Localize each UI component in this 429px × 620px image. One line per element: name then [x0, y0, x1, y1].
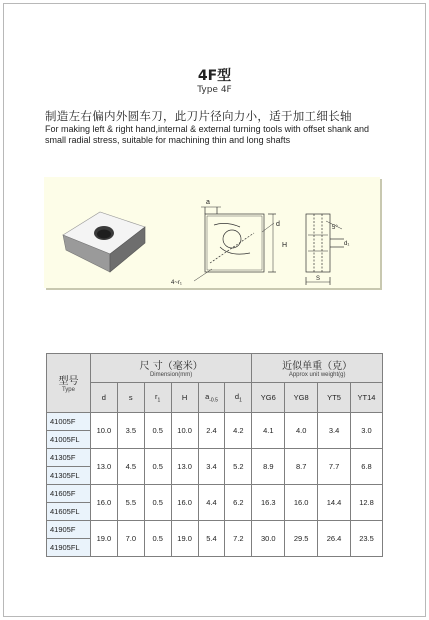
weight-header — [252, 354, 383, 383]
col-header-yg8: YG8 — [285, 383, 318, 413]
page-subtitle: Type 4F — [197, 85, 232, 95]
insert-drawing — [44, 177, 380, 288]
value-cell: 13.0 — [90, 449, 117, 485]
value-cell: 7.2 — [225, 521, 252, 557]
value-cell: 8.7 — [285, 449, 318, 485]
table-row — [47, 521, 383, 539]
insert-3d-image — [63, 212, 145, 272]
model-code-cell: 41305FL — [47, 467, 91, 485]
value-cell: 4.0 — [285, 413, 318, 449]
model-header-en: Type — [61, 387, 75, 393]
model-code-cell: 41905FL — [47, 539, 91, 557]
value-cell: 16.0 — [171, 485, 198, 521]
value-cell: 4.1 — [252, 413, 285, 449]
value-cell: 0.5 — [144, 521, 171, 557]
value-cell: 16.3 — [252, 485, 285, 521]
model-code-cell: 41605F — [47, 485, 91, 503]
front-view-drawing — [194, 207, 276, 281]
dim-label-angle: 5° — [332, 225, 338, 231]
value-cell: 10.0 — [171, 413, 198, 449]
col-header-yg6: YG6 — [252, 383, 285, 413]
col-header-r1: $r_1$ — [144, 383, 171, 413]
weight-header-zh: 近似单重（克） — [282, 361, 353, 372]
model-code-cell: 41005F — [47, 413, 91, 431]
description-english: For making left & right hand,internal & external turning tools with offset shank and small radial stress, suitable for machining thin and long shafts — [45, 124, 370, 145]
value-cell: 0.5 — [144, 449, 171, 485]
value-cell: 23.5 — [351, 521, 383, 557]
table-row — [47, 485, 383, 503]
weight-header-en: Approx unit weight(g) — [288, 372, 346, 378]
figure-panel — [44, 177, 380, 288]
value-cell: 5.5 — [117, 485, 144, 521]
value-cell: 30.0 — [252, 521, 285, 557]
value-cell: 3.5 — [117, 413, 144, 449]
value-cell: 0.5 — [144, 485, 171, 521]
value-cell: 26.4 — [318, 521, 351, 557]
page-title: 4F型 — [197, 68, 232, 84]
value-cell: 19.0 — [171, 521, 198, 557]
value-cell: 3.0 — [351, 413, 383, 449]
value-cell: 10.0 — [90, 413, 117, 449]
col-header-d1: $d_1$ — [225, 383, 252, 413]
dim-label-a: a — [206, 199, 210, 206]
col-header-yt14: YT14 — [351, 383, 383, 413]
value-cell: 0.5 — [144, 413, 171, 449]
value-cell: 14.4 — [318, 485, 351, 521]
value-cell: 29.5 — [285, 521, 318, 557]
side-view-drawing — [306, 214, 344, 285]
value-cell: 13.0 — [171, 449, 198, 485]
dim-label-h: H — [282, 242, 288, 249]
model-code-cell: 41305F — [47, 449, 91, 467]
col-header-yt5: YT5 — [318, 383, 351, 413]
value-cell: 8.9 — [252, 449, 285, 485]
col-header-h: H — [171, 383, 198, 413]
value-cell: 6.8 — [351, 449, 383, 485]
dimension-header-en: Dimension(mm) — [149, 372, 193, 378]
value-cell: 3.4 — [318, 413, 351, 449]
value-cell: 19.0 — [90, 521, 117, 557]
dim-label-d1: d₁ — [344, 241, 350, 247]
value-cell: 7.0 — [117, 521, 144, 557]
specification-table — [46, 353, 383, 557]
dimension-header — [90, 354, 251, 383]
dimension-header-zh: 尺 寸（毫米） — [139, 361, 203, 372]
col-header-a: $a_{-0.5}$ — [198, 383, 225, 413]
value-cell: 5.4 — [198, 521, 225, 557]
model-header — [47, 354, 91, 413]
value-cell: 4.2 — [225, 413, 252, 449]
table-row — [47, 413, 383, 431]
value-cell: 16.0 — [285, 485, 318, 521]
value-cell: 4.4 — [198, 485, 225, 521]
dim-label-d: d — [276, 221, 280, 228]
table-row — [47, 449, 383, 467]
dim-label-radius: 4~r₁ — [171, 280, 182, 286]
value-cell: 3.4 — [198, 449, 225, 485]
value-cell: 7.7 — [318, 449, 351, 485]
table-body — [47, 413, 383, 557]
value-cell: 6.2 — [225, 485, 252, 521]
value-cell: 12.8 — [351, 485, 383, 521]
model-code-cell: 41905F — [47, 521, 91, 539]
col-header-d: d — [90, 383, 117, 413]
model-header-zh: 型号 — [58, 376, 79, 387]
col-header-s: s — [117, 383, 144, 413]
value-cell: 2.4 — [198, 413, 225, 449]
value-cell: 4.5 — [117, 449, 144, 485]
column-header-row — [47, 383, 383, 413]
model-code-cell: 41005FL — [47, 431, 91, 449]
value-cell: 16.0 — [90, 485, 117, 521]
value-cell: 5.2 — [225, 449, 252, 485]
dim-label-s: S — [316, 276, 321, 282]
model-code-cell: 41605FL — [47, 503, 91, 521]
description-chinese: 制造左右偏内外圆车刀，此刀片径向力小，适于加工细长轴 — [45, 109, 352, 123]
